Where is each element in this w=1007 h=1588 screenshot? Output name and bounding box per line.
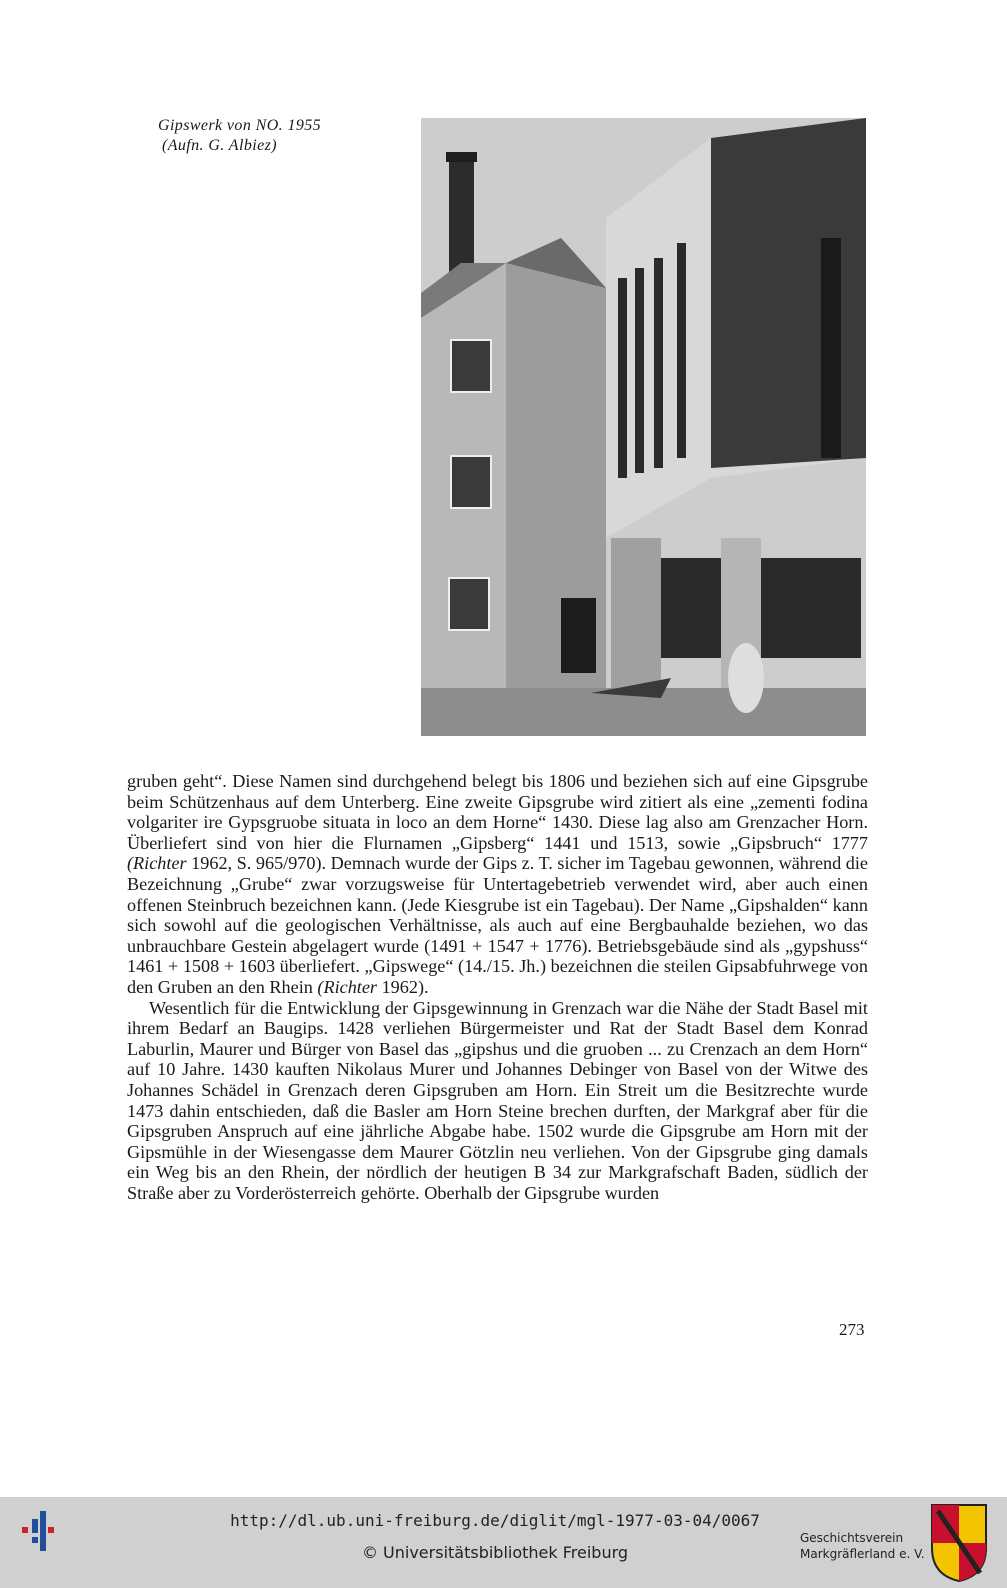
- photograph-gypsum-works-building: [421, 118, 866, 736]
- paragraph-1-text-b: 1962, S. 965/970). Demnach wurde der Gips z. T. sicher im Tagebau gewonnen, während die Bezeichnung „Grube“ zwar vorzugsweise für Untertagebetrieb verwendet wird, aber auch einen offenen Steinbruch bezeichnen kann. (Jede Kiesgrube ist ein Tagebau). Der Name „Gipshalden“ kann sich sowohl auf die geologischen Verhältnisse, als auch auf eine Bergbauhalde beziehen, wo das unbrauchbare Gestein abgelagert wurde (1491 + 1547 + 1776). Betriebsgebäude sind als „gypshuss“ 1461 + 1508 + 1603 überliefert. „Gipswege“ (14./15. Jh.) bezeichnen die steilen Gipsabfuhrwege von den Gruben an den Rhein: [127, 853, 868, 997]
- footer-bar: [0, 1497, 1007, 1588]
- paragraph-1: [127, 771, 868, 998]
- society-name-line1: Geschichtsverein: [800, 1531, 904, 1545]
- paragraph-1-text-c: 1962).: [377, 976, 429, 997]
- citation-richter-1: (Richter: [127, 853, 187, 874]
- paragraph-1-text-a: gruben geht“. Diese Namen sind durchgehend belegt bis 1806 und beziehen sich auf eine Gipsgrube beim Schützenhaus auf dem Unterberg. Eine zweite Gipsgrube wird zitiert als eine „zementi fodina volgariter ire Gypsgruobe situata in loco an dem Horne“ 1430. Diese lag also am Grenzacher Horn. Überliefert sind von hier die Flurnamen „Gipsberg“ 1441 und 1513, sowie „Gipsbruch“ 1777: [127, 771, 868, 853]
- caption-title: Gipswerk von NO. 1955: [158, 117, 322, 134]
- page-number: 273: [839, 1320, 865, 1339]
- society-name-line2: Markgräflerland e. V.: [800, 1547, 925, 1561]
- caption-credit: (Aufn. G. Albiez): [162, 137, 277, 154]
- coat-of-arms-icon: [930, 1503, 988, 1583]
- article-body: [127, 771, 868, 1203]
- document-url-link[interactable]: http://dl.ub.uni-freiburg.de/diglit/mgl-1977-03-04/0067: [230, 1511, 760, 1530]
- gypsum-works-photo: [421, 118, 866, 736]
- society-name: [800, 1530, 925, 1562]
- paragraph-2: Wesentlich für die Entwicklung der Gipsgewinnung in Grenzach war die Nähe der Stadt Basel mit ihrem Bedarf an Baugips. 1428 verliehen Bürgermeister und Rat der Stadt Basel dem Konrad Laburlin, Maurer und Bürger von Basel das „gipshus und die gruoben ... zu Crenzach an dem Horn“ auf 10 Jahre. 1430 kauften Nikolaus Murer und Johannes Debinger von Basel von der Witwe des Johannes Schädel in Grenzach deren Gipsgruben am Horn. Ein Streit um die Besitzrechte wurde 1473 dahin entschieden, daß die Basler am Horn Steine brechen durften, der Markgraf aber für die Gipsgruben Anspruch auf eine jährliche Abgabe habe. 1502 wurde die Gipsgrube am Horn mit der Gipsmühle in der Wiesengasse dem Maurer Götzlin neu verliehen. Von der Gipsgrube ging damals ein Weg bis an den Rhein, der nördlich der heutigen B 34 zur Markgrafschaft Baden, südlich der Straße aber zu Vorderösterreich gehörte. Oberhalb der Gipsgrube wurden: [127, 997, 868, 1203]
- photo-caption: [158, 116, 321, 156]
- citation-richter-2: (Richter: [317, 976, 378, 997]
- copyright-notice: © Universitätsbibliothek Freiburg: [361, 1543, 629, 1562]
